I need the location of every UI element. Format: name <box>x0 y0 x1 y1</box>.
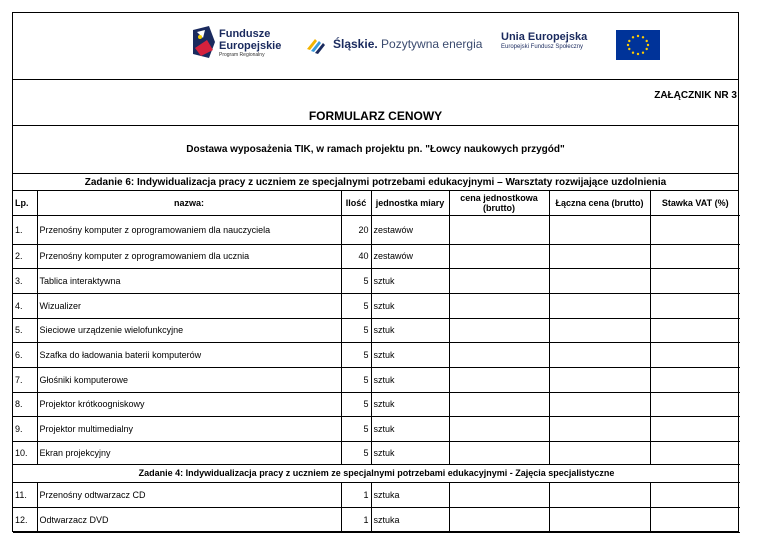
col-lp: Lp. <box>13 191 37 215</box>
row-qty: 5 <box>341 441 371 464</box>
row-unit-price-cell[interactable] <box>449 482 549 507</box>
price-table <box>13 191 740 533</box>
row-name: Projektor krótkoogniskowy <box>37 392 341 416</box>
row-total-cell[interactable] <box>549 268 650 293</box>
row-vat-cell[interactable] <box>650 416 740 441</box>
row-total-cell[interactable] <box>549 441 650 464</box>
row-qty: 20 <box>341 215 371 244</box>
row-unit-price-cell[interactable] <box>449 342 549 367</box>
col-vat: Stawka VAT (%) <box>650 191 740 215</box>
row-total-cell[interactable] <box>549 215 650 244</box>
table-row <box>13 268 740 293</box>
row-total-cell[interactable] <box>549 318 650 342</box>
row-name: Tablica interaktywna <box>37 268 341 293</box>
eu-flag-icon <box>616 30 660 60</box>
col-unit: jednostka miary <box>371 191 449 215</box>
eu-logo <box>501 31 587 51</box>
logo-banner <box>13 13 738 80</box>
row-vat-cell[interactable] <box>650 215 740 244</box>
slaskie-slogan: Pozytywna energia <box>381 37 483 51</box>
row-lp: 1. <box>13 215 37 244</box>
row-unit-price-cell[interactable] <box>449 441 549 464</box>
row-qty: 5 <box>341 268 371 293</box>
row-name: Odtwarzacz DVD <box>37 507 341 532</box>
eu-subtitle: Europejski Fundusz Społeczny <box>501 44 584 50</box>
row-name: Projektor multimedialny <box>37 416 341 441</box>
row-vat-cell[interactable] <box>650 367 740 392</box>
row-qty: 5 <box>341 342 371 367</box>
row-lp: 4. <box>13 293 37 318</box>
table-row <box>13 507 740 532</box>
row-qty: 1 <box>341 507 371 532</box>
row-unit-price-cell[interactable] <box>449 268 549 293</box>
row-qty: 5 <box>341 392 371 416</box>
col-unit-price: cena jednostkowa (brutto) <box>449 191 549 215</box>
row-qty: 5 <box>341 293 371 318</box>
row-lp: 12. <box>13 507 37 532</box>
row-name: Przenośny komputer z oprogramowaniem dla nauczyciela <box>37 215 341 244</box>
row-total-cell[interactable] <box>549 342 650 367</box>
slaskie-name: Śląskie. <box>333 37 378 51</box>
row-lp: 8. <box>13 392 37 416</box>
row-unit: sztuk <box>371 392 449 416</box>
table-row <box>13 342 740 367</box>
row-name: Przenośny komputer z oprogramowaniem dla ucznia <box>37 244 341 268</box>
fe-wordmark <box>219 28 281 58</box>
row-total-cell[interactable] <box>549 367 650 392</box>
row-unit: sztuka <box>371 507 449 532</box>
row-vat-cell[interactable] <box>650 268 740 293</box>
table-row <box>13 367 740 392</box>
form-title: FORMULARZ CENOWY <box>308 109 443 123</box>
row-qty: 5 <box>341 416 371 441</box>
row-name: Głośniki komputerowe <box>37 367 341 392</box>
slaskie-wordmark <box>333 37 482 51</box>
row-unit: sztuk <box>371 416 449 441</box>
row-vat-cell[interactable] <box>650 342 740 367</box>
row-unit: sztuk <box>371 441 449 464</box>
row-name: Przenośny odtwarzacz CD <box>37 482 341 507</box>
attachment-label: ZAŁĄCZNIK NR 3 <box>654 90 737 101</box>
section4-row <box>13 464 740 482</box>
fe-line3: Program Regionalny <box>219 52 265 58</box>
row-vat-cell[interactable] <box>650 441 740 464</box>
row-qty: 1 <box>341 482 371 507</box>
row-unit: zestawów <box>371 244 449 268</box>
row-lp: 7. <box>13 367 37 392</box>
row-qty: 5 <box>341 367 371 392</box>
row-total-cell[interactable] <box>549 392 650 416</box>
row-name: Sieciowe urządzenie wielofunkcyjne <box>37 318 341 342</box>
row-total-cell[interactable] <box>549 507 650 532</box>
attachment-header <box>13 79 738 126</box>
row-unit: sztuk <box>371 293 449 318</box>
row-unit-price-cell[interactable] <box>449 215 549 244</box>
row-lp: 9. <box>13 416 37 441</box>
fe-line1: Fundusze <box>219 28 271 40</box>
fe-line2: Europejskie <box>219 40 282 52</box>
row-unit: sztuk <box>371 318 449 342</box>
row-unit-price-cell[interactable] <box>449 507 549 532</box>
row-lp: 11. <box>13 482 37 507</box>
row-vat-cell[interactable] <box>650 244 740 268</box>
row-lp: 2. <box>13 244 37 268</box>
eu-title: Unia Europejska <box>501 31 588 43</box>
row-unit-price-cell[interactable] <box>449 367 549 392</box>
row-unit-price-cell[interactable] <box>449 392 549 416</box>
row-unit-price-cell[interactable] <box>449 293 549 318</box>
table-header-row <box>13 191 740 215</box>
table-row <box>13 392 740 416</box>
row-name: Ekran projekcyjny <box>37 441 341 464</box>
table-row <box>13 215 740 244</box>
row-unit-price-cell[interactable] <box>449 318 549 342</box>
table-row <box>13 318 740 342</box>
row-name: Wizualizer <box>37 293 341 318</box>
section6-title: Zadanie 6: Indywidualizacja pracy z uczniem ze specjalnymi potrzebami edukacyjnymi – Warsztaty rozwijające uzdolnienia <box>13 174 738 191</box>
table-row <box>13 441 740 464</box>
slaskie-wave-icon <box>305 35 329 55</box>
row-lp: 3. <box>13 268 37 293</box>
project-line: Dostawa wyposażenia TIK, w ramach projektu pn. "Łowcy naukowych przygód" <box>13 126 738 174</box>
row-unit-price-cell[interactable] <box>449 244 549 268</box>
section4-title: Zadanie 4: Indywidualizacja pracy z uczniem ze specjalnymi potrzebami edukacyjnymi - Zajęcia specjalistyczne <box>13 464 740 482</box>
table-row <box>13 416 740 441</box>
row-lp: 10. <box>13 441 37 464</box>
row-total-cell[interactable] <box>549 416 650 441</box>
row-vat-cell[interactable] <box>650 482 740 507</box>
row-unit: sztuka <box>371 482 449 507</box>
col-total: Łączna cena (brutto) <box>549 191 650 215</box>
row-total-cell[interactable] <box>549 244 650 268</box>
table-row <box>13 482 740 507</box>
row-unit: sztuk <box>371 342 449 367</box>
table-row <box>13 293 740 318</box>
row-name: Szafka do ładowania baterii komputerów <box>37 342 341 367</box>
row-unit: sztuk <box>371 367 449 392</box>
row-total-cell[interactable] <box>549 482 650 507</box>
row-vat-cell[interactable] <box>650 392 740 416</box>
row-unit: zestawów <box>371 215 449 244</box>
col-qty: Ilość <box>341 191 371 215</box>
row-vat-cell[interactable] <box>650 318 740 342</box>
row-qty: 5 <box>341 318 371 342</box>
table-row <box>13 244 740 268</box>
fe-flag-icon <box>193 26 215 58</box>
col-name: nazwa: <box>37 191 341 215</box>
row-vat-cell[interactable] <box>650 507 740 532</box>
price-form-sheet <box>12 12 739 532</box>
row-total-cell[interactable] <box>549 293 650 318</box>
row-lp: 6. <box>13 342 37 367</box>
row-qty: 40 <box>341 244 371 268</box>
row-vat-cell[interactable] <box>650 293 740 318</box>
row-unit: sztuk <box>371 268 449 293</box>
row-unit-price-cell[interactable] <box>449 416 549 441</box>
row-lp: 5. <box>13 318 37 342</box>
